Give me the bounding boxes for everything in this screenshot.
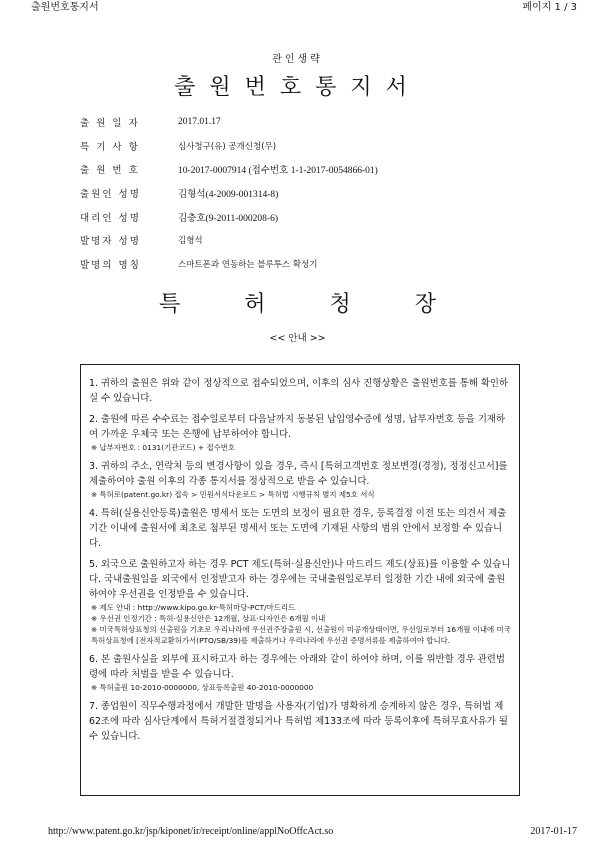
field-label: 특 기 사 항 [80, 141, 140, 153]
field-value: 김형석(4-2009-001314-8) [178, 189, 279, 200]
field-value: 2017.01.17 [178, 116, 221, 127]
field-label: 발명자 성명 [80, 236, 141, 248]
notice-text: 7. 종업원이 직무수행과정에서 개발한 발명을 사용자(기업)가 명확하게 승계하지 않은 경우, 특허법 제62조에 따라 심사단계에서 특허거절결정되거나 특허법 제133조에 따라 등록이후에 특허무효사유가 될 수 있습니다. [89, 701, 508, 742]
notice-footnote: ※ 미국특허상표청의 선출원을 기초로 우리나라에 우선권주장출원 시, 선출원이 미공개상태이면, 우선일로부터 16개월 이내에 미국특허상표청에 [전자적교환허가서(PTO/SB/39)를 제출하거나 우리나라에 우선권 증명서류를 제출하여야 합니다. [91, 625, 511, 645]
document-title: 출원번호통지서 [174, 75, 421, 100]
notice-item [89, 506, 511, 551]
application-info-table [80, 110, 540, 276]
field-label: 발명의 명칭 [80, 259, 141, 271]
field-value: 10-2017-0007914 (접수번호 1-1-2017-0054866-01) [178, 166, 378, 177]
issuer-name [0, 287, 595, 318]
notice-item [89, 376, 511, 406]
info-row [80, 110, 540, 134]
page-indicator: 페이지 1 / 3 [522, 2, 577, 13]
notice-item [89, 412, 511, 453]
issuer-char: 특 [158, 292, 181, 317]
issuer-char: 장 [414, 292, 437, 317]
info-row [80, 205, 540, 229]
info-row [80, 157, 540, 181]
issuer-char: 허 [244, 292, 266, 317]
field-label: 출 원 번 호 [80, 165, 140, 177]
header-title: 출원번호통지서 [31, 2, 99, 13]
field-value: 스마트폰과 연동하는 블루투스 확성기 [178, 259, 318, 270]
notice-footnote: ※ 특허출원 10-2010-0000000, 상표등록출원 40-2010-0000000 [91, 683, 314, 692]
print-date: 2017-01-17 [530, 826, 577, 837]
field-label: 대리인 성명 [80, 212, 141, 224]
notice-footnote: ※ 우선권 인정기간 : 특허·실용신안은 12개월, 상표·디자인은 6개월 이내 [91, 614, 326, 623]
notice-item [89, 557, 511, 646]
notice-text: 1. 귀하의 출원은 위와 같이 정상적으로 접수되었으며, 이후의 심사 진행상황은 출원번호를 통해 확인하실 수 있습니다. [89, 378, 508, 404]
field-label: 출 원 일 자 [80, 117, 140, 129]
notice-text: 6. 본 출원사실을 외부에 표시하고자 하는 경우에는 아래와 같이 하여야 하며, 이를 위반할 경우 관련법령에 따라 처벌을 받을 수 있습니다. [89, 654, 505, 680]
notice-item [89, 699, 511, 744]
notice-item [89, 459, 511, 500]
field-label: 출원인 성명 [80, 188, 141, 200]
info-row [80, 181, 540, 205]
field-value: 김형석 [178, 236, 203, 247]
info-row [80, 228, 540, 252]
notice-footnote: ※ 납부자번호 : 0131(기관코드) + 접수번호 [91, 443, 236, 452]
seal-omitted-note: 관인생략 [272, 54, 323, 65]
notice-text: 4. 특허(실용신안등록)출원은 명세서 또는 도면의 보정이 필요한 경우, 등록결정 이전 또는 의견서 제출기간 이내에 출원서에 최초로 첨부된 명세서 또는 도면에 기재된 사항의 범위 안에서 보정할 수 있습니다. [89, 508, 507, 549]
notice-text: 3. 귀하의 주소, 연락처 등의 변경사항이 있을 경우, 즉시 [특허고객번호 정보변경(경정), 정정신고서]를 제출하여야 출원 이후의 각종 통지서를 정상적으로 받을 수 있습니다. [89, 461, 508, 487]
notice-text: 2. 출원에 따른 수수료는 접수일로부터 다음날까지 동봉된 납입영수증에 성명, 납부자번호 등을 기재하여 가까운 우체국 또는 은행에 납부하여야 합니다. [89, 414, 506, 440]
notice-box [80, 364, 520, 796]
field-value: 심사청구(유) 공개신청(무) [178, 141, 277, 152]
issuer-char: 청 [329, 292, 351, 317]
page-footer [0, 826, 595, 840]
notice-text: 5. 외국으로 출원하고자 하는 경우 PCT 제도(특허·실용신안)나 마드리드 제도(상표)를 이용할 수 있습니다. 국내출원일을 외국에서 인정받고자 하는 경우에는 국내출원일로부터 일정한 기간 내에 외국에 출원하여야 우선권을 인정받을 수 있습니다. [89, 559, 511, 600]
info-row [80, 134, 540, 158]
guide-heading: << 안내 >> [269, 333, 326, 344]
notice-item [89, 652, 511, 693]
page-header [0, 0, 595, 14]
source-url: http://www.patent.go.kr/jsp/kiponet/ir/receipt/online/applNoOffcAct.so [48, 826, 334, 837]
field-value: 김충호(9-2011-000208-6) [178, 213, 278, 224]
info-row [80, 252, 540, 276]
notice-footnote: ※ 특허로(patent.go.kr) 접속 > 민원서식다운로드 > 특허법 시행규칙 별지 제5호 서식 [91, 490, 375, 499]
notice-footnote: ※ 제도 안내 : http://www.kipo.go.kr-특허마당-PCT/마드리드 [91, 603, 296, 612]
